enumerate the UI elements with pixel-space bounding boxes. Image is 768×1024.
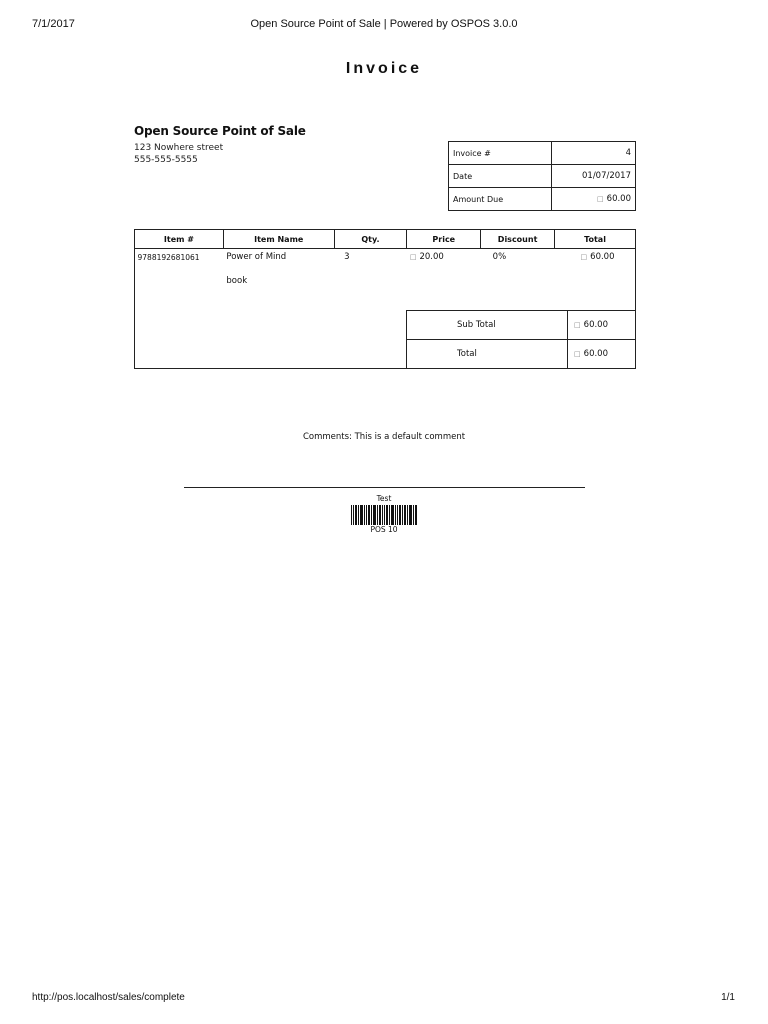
amount-due-cell — [552, 188, 636, 211]
subtotal-value: 60.00 — [583, 320, 608, 330]
meta-row-invoice — [449, 142, 636, 165]
invoice-number-value: 4 — [552, 142, 636, 165]
date-label: Date — [449, 165, 552, 188]
item-name-cell — [223, 249, 334, 287]
total-cell — [568, 340, 636, 369]
item-name: Power of Mind — [226, 252, 287, 262]
item-description: book — [226, 276, 248, 286]
company-address: 123 Nowhere street — [134, 143, 224, 153]
invoice-number-label: Invoice # — [449, 142, 552, 165]
print-date: 7/1/2017 — [32, 18, 75, 30]
subtotal-cell — [568, 311, 636, 340]
total-value: 60.00 — [583, 349, 608, 359]
header-price: Price — [407, 230, 481, 249]
header-qty: Qty. — [334, 230, 407, 249]
item-total: 60.00 — [590, 252, 615, 262]
items-table — [134, 229, 636, 286]
company-block — [134, 124, 306, 166]
header-total: Total — [555, 230, 636, 249]
print-url: http://pos.localhost/sales/complete — [32, 992, 185, 1003]
barcode-icon — [351, 505, 417, 525]
items-header-row — [135, 230, 636, 249]
company-phone: 555-555-5555 — [134, 155, 198, 165]
amount-due-value: 60.00 — [606, 194, 631, 204]
summary-table — [406, 310, 636, 369]
subtotal-label: Sub Total — [407, 311, 568, 340]
print-page-title: Open Source Point of Sale | Powered by OSPOS 3.0.0 — [250, 18, 518, 30]
company-name: Open Source Point of Sale — [134, 124, 306, 138]
item-number: 9788192681061 — [137, 253, 200, 262]
item-qty: 3 — [344, 252, 350, 262]
print-page-number: 1/1 — [721, 992, 735, 1003]
currency-icon: □ — [574, 321, 581, 329]
invoice-meta-table — [448, 141, 636, 211]
barcode-caption-bottom: POS 10 — [370, 525, 398, 534]
meta-row-date — [449, 165, 636, 188]
item-price-cell — [407, 249, 481, 287]
item-price: 20.00 — [419, 252, 444, 262]
header-item-name: Item Name — [223, 230, 334, 249]
comments: Comments: This is a default comment — [302, 432, 466, 442]
item-total-cell — [555, 249, 636, 287]
invoice-title: Invoice — [345, 60, 423, 77]
total-label: Total — [407, 340, 568, 369]
currency-icon: □ — [574, 350, 581, 358]
currency-icon: □ — [597, 195, 604, 203]
currency-icon: □ — [409, 253, 417, 261]
amount-due-label: Amount Due — [449, 188, 552, 211]
currency-icon: □ — [580, 253, 588, 261]
total-row — [407, 340, 636, 369]
table-row — [135, 249, 636, 287]
header-discount: Discount — [481, 230, 555, 249]
header-item-number: Item # — [135, 230, 224, 249]
signature-line — [184, 487, 585, 488]
barcode-caption-top: Test — [376, 494, 392, 503]
subtotal-row — [407, 311, 636, 340]
item-discount: 0% — [492, 252, 507, 262]
date-value: 01/07/2017 — [552, 165, 636, 188]
meta-row-amount-due — [449, 188, 636, 211]
